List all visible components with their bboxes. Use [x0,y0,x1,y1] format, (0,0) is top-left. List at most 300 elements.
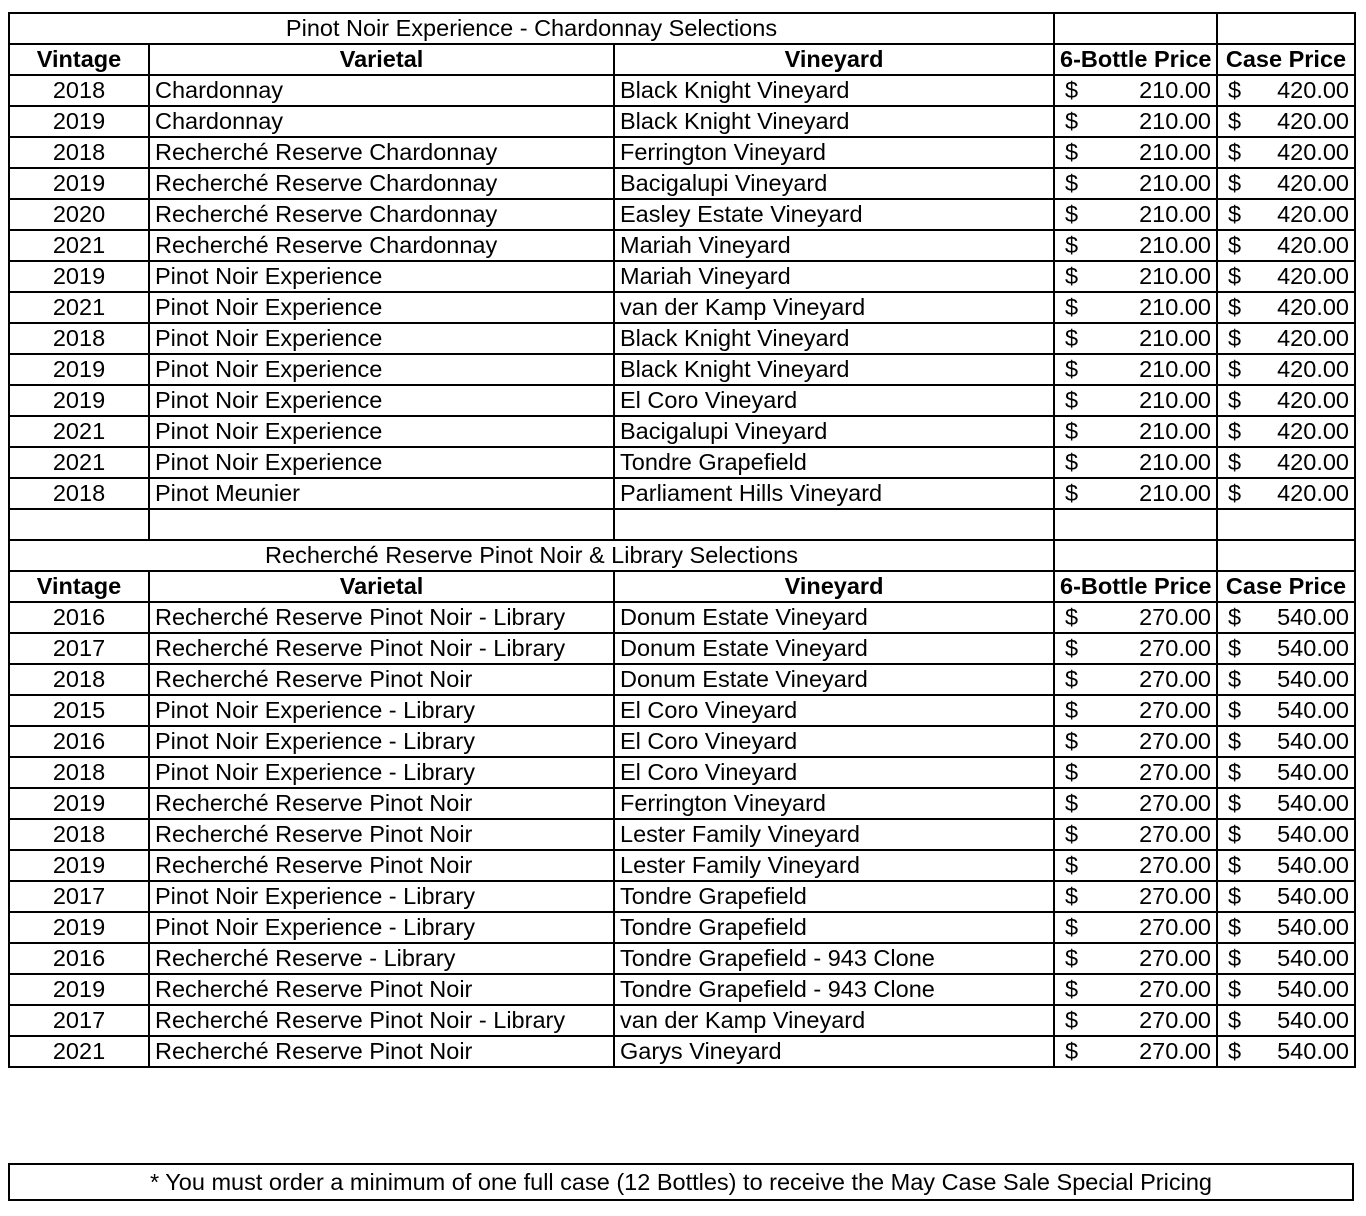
currency-symbol: $ [1065,728,1079,754]
currency-symbol: $ [1228,945,1242,971]
header-case-price: Case Price [1217,571,1355,602]
vintage-cell: 2016 [9,943,149,974]
empty-cell [1054,540,1217,571]
currency-symbol: $ [1065,108,1079,134]
vineyard-cell: Ferrington Vineyard [614,788,1054,819]
currency-symbol: $ [1065,1007,1079,1033]
six-bottle-price-cell-amount: 210.00 [1139,170,1211,196]
currency-symbol: $ [1228,449,1242,475]
six-bottle-price-cell-amount: 270.00 [1139,821,1211,847]
case-price-cell-amount: 540.00 [1277,945,1349,971]
currency-symbol: $ [1065,790,1079,816]
table-row [9,602,1355,633]
empty-cell [149,509,614,540]
vintage-cell: 2016 [9,726,149,757]
six-bottle-price-cell [1054,602,1217,633]
case-price-cell [1217,137,1355,168]
table-row [9,757,1355,788]
case-price-cell-amount: 420.00 [1277,232,1349,258]
six-bottle-price-cell-amount: 270.00 [1139,635,1211,661]
table-row [9,478,1355,509]
case-price-cell-amount: 540.00 [1277,883,1349,909]
case-price-cell [1217,323,1355,354]
vineyard-cell: Tondre Grapefield [614,881,1054,912]
vintage-cell: 2018 [9,75,149,106]
varietal-cell: Recherché Reserve Pinot Noir [149,850,614,881]
currency-symbol: $ [1228,108,1242,134]
currency-symbol: $ [1228,1038,1242,1064]
section-title: Pinot Noir Experience - Chardonnay Selections [9,13,1054,44]
varietal-cell: Recherché Reserve Chardonnay [149,168,614,199]
vineyard-cell: Easley Estate Vineyard [614,199,1054,230]
vineyard-cell: Lester Family Vineyard [614,819,1054,850]
case-price-cell-amount: 420.00 [1277,418,1349,444]
case-price-cell-amount: 420.00 [1277,294,1349,320]
varietal-cell: Recherché Reserve Chardonnay [149,137,614,168]
vineyard-cell: Mariah Vineyard [614,230,1054,261]
case-price-cell-amount: 420.00 [1277,77,1349,103]
case-price-cell-amount: 540.00 [1277,604,1349,630]
empty-cell [1054,13,1217,44]
case-price-cell [1217,199,1355,230]
vineyard-cell: Bacigalupi Vineyard [614,416,1054,447]
six-bottle-price-cell [1054,261,1217,292]
vineyard-cell: El Coro Vineyard [614,385,1054,416]
currency-symbol: $ [1065,480,1079,506]
table-row [9,1036,1355,1067]
case-price-cell [1217,478,1355,509]
table-row [9,633,1355,664]
six-bottle-price-cell-amount: 210.00 [1139,77,1211,103]
empty-cell [1217,13,1355,44]
six-bottle-price-cell [1054,788,1217,819]
header-vineyard: Vineyard [614,44,1054,75]
table-row [9,664,1355,695]
currency-symbol: $ [1228,232,1242,258]
currency-symbol: $ [1065,325,1079,351]
varietal-cell: Recherché Reserve Pinot Noir - Library [149,633,614,664]
table-row [9,354,1355,385]
case-price-cell-amount: 420.00 [1277,139,1349,165]
table-row [9,819,1355,850]
vintage-cell: 2018 [9,137,149,168]
vintage-cell: 2019 [9,354,149,385]
six-bottle-price-cell-amount: 210.00 [1139,325,1211,351]
table-row [9,137,1355,168]
six-bottle-price-cell [1054,447,1217,478]
currency-symbol: $ [1228,728,1242,754]
vintage-cell: 2019 [9,106,149,137]
case-price-cell-amount: 420.00 [1277,170,1349,196]
six-bottle-price-cell-amount: 270.00 [1139,976,1211,1002]
table-row [9,168,1355,199]
six-bottle-price-cell-amount: 210.00 [1139,139,1211,165]
case-price-cell [1217,912,1355,943]
six-bottle-price-cell-amount: 210.00 [1139,449,1211,475]
case-price-cell-amount: 540.00 [1277,666,1349,692]
six-bottle-price-cell-amount: 210.00 [1139,418,1211,444]
varietal-cell: Recherché Reserve Pinot Noir [149,1036,614,1067]
case-price-cell [1217,788,1355,819]
six-bottle-price-cell-amount: 210.00 [1139,356,1211,382]
six-bottle-price-cell-amount: 270.00 [1139,697,1211,723]
six-bottle-price-cell-amount: 270.00 [1139,945,1211,971]
six-bottle-price-cell [1054,943,1217,974]
six-bottle-price-cell [1054,416,1217,447]
six-bottle-price-cell [1054,199,1217,230]
case-price-cell-amount: 420.00 [1277,480,1349,506]
case-price-cell [1217,416,1355,447]
six-bottle-price-cell-amount: 270.00 [1139,728,1211,754]
vintage-cell: 2020 [9,199,149,230]
vintage-cell: 2021 [9,1036,149,1067]
case-price-cell-amount: 540.00 [1277,1038,1349,1064]
six-bottle-price-cell [1054,168,1217,199]
currency-symbol: $ [1065,1038,1079,1064]
section-title-row [9,13,1355,44]
currency-symbol: $ [1228,139,1242,165]
currency-symbol: $ [1228,666,1242,692]
case-price-cell [1217,1005,1355,1036]
varietal-cell: Recherché Reserve Chardonnay [149,199,614,230]
vintage-cell: 2015 [9,695,149,726]
six-bottle-price-cell [1054,106,1217,137]
vintage-cell: 2017 [9,881,149,912]
vintage-cell: 2017 [9,1005,149,1036]
case-price-cell-amount: 540.00 [1277,635,1349,661]
six-bottle-price-cell [1054,819,1217,850]
six-bottle-price-cell-amount: 270.00 [1139,604,1211,630]
currency-symbol: $ [1065,387,1079,413]
six-bottle-price-cell-amount: 270.00 [1139,666,1211,692]
column-header-row [9,44,1355,75]
vineyard-cell: Black Knight Vineyard [614,354,1054,385]
case-price-cell-amount: 540.00 [1277,697,1349,723]
vineyard-cell: El Coro Vineyard [614,726,1054,757]
case-price-cell [1217,757,1355,788]
case-price-cell [1217,1036,1355,1067]
varietal-cell: Pinot Noir Experience [149,385,614,416]
six-bottle-price-cell [1054,478,1217,509]
six-bottle-price-cell-amount: 270.00 [1139,883,1211,909]
varietal-cell: Recherché Reserve Pinot Noir - Library [149,602,614,633]
case-price-cell-amount: 420.00 [1277,108,1349,134]
varietal-cell: Pinot Meunier [149,478,614,509]
table-row [9,726,1355,757]
vineyard-cell: Donum Estate Vineyard [614,633,1054,664]
six-bottle-price-cell-amount: 270.00 [1139,790,1211,816]
case-price-cell-amount: 420.00 [1277,263,1349,289]
vineyard-cell: Tondre Grapefield [614,447,1054,478]
vineyard-cell: Ferrington Vineyard [614,137,1054,168]
case-price-cell-amount: 420.00 [1277,201,1349,227]
table-row [9,850,1355,881]
case-price-cell [1217,261,1355,292]
currency-symbol: $ [1065,232,1079,258]
varietal-cell: Pinot Noir Experience [149,354,614,385]
table-row [9,1005,1355,1036]
six-bottle-price-cell [1054,292,1217,323]
currency-symbol: $ [1065,976,1079,1002]
six-bottle-price-cell [1054,633,1217,664]
six-bottle-price-cell-amount: 270.00 [1139,1007,1211,1033]
varietal-cell: Recherché Reserve Chardonnay [149,230,614,261]
case-price-cell-amount: 540.00 [1277,759,1349,785]
currency-symbol: $ [1228,480,1242,506]
six-bottle-price-cell-amount: 270.00 [1139,852,1211,878]
currency-symbol: $ [1065,821,1079,847]
currency-symbol: $ [1228,914,1242,940]
case-price-cell [1217,168,1355,199]
table-row [9,261,1355,292]
vintage-cell: 2018 [9,478,149,509]
currency-symbol: $ [1065,449,1079,475]
vintage-cell: 2018 [9,664,149,695]
currency-symbol: $ [1065,914,1079,940]
vineyard-cell: El Coro Vineyard [614,695,1054,726]
case-price-cell-amount: 540.00 [1277,728,1349,754]
vineyard-cell: Black Knight Vineyard [614,75,1054,106]
six-bottle-price-cell-amount: 270.00 [1139,1038,1211,1064]
varietal-cell: Pinot Noir Experience - Library [149,726,614,757]
vintage-cell: 2019 [9,788,149,819]
currency-symbol: $ [1065,883,1079,909]
vintage-cell: 2018 [9,819,149,850]
case-price-cell [1217,695,1355,726]
currency-symbol: $ [1228,77,1242,103]
table-row [9,695,1355,726]
varietal-cell: Recherché Reserve - Library [149,943,614,974]
currency-symbol: $ [1228,759,1242,785]
six-bottle-price-cell [1054,881,1217,912]
header-varietal: Varietal [149,44,614,75]
currency-symbol: $ [1065,170,1079,196]
vineyard-cell: Tondre Grapefield [614,912,1054,943]
six-bottle-price-cell [1054,385,1217,416]
varietal-cell: Recherché Reserve Pinot Noir [149,974,614,1005]
header-varietal: Varietal [149,571,614,602]
header-6-bottle-price: 6-Bottle Price [1054,44,1217,75]
table-row [9,974,1355,1005]
table-row [9,912,1355,943]
table-row [9,943,1355,974]
currency-symbol: $ [1228,263,1242,289]
currency-symbol: $ [1228,294,1242,320]
vintage-cell: 2016 [9,602,149,633]
header-vintage: Vintage [9,571,149,602]
vineyard-cell: Donum Estate Vineyard [614,602,1054,633]
currency-symbol: $ [1228,852,1242,878]
currency-symbol: $ [1228,356,1242,382]
currency-symbol: $ [1228,821,1242,847]
currency-symbol: $ [1228,387,1242,413]
six-bottle-price-cell [1054,695,1217,726]
varietal-cell: Recherché Reserve Pinot Noir [149,788,614,819]
varietal-cell: Pinot Noir Experience - Library [149,695,614,726]
case-price-cell-amount: 540.00 [1277,852,1349,878]
case-price-cell-amount: 420.00 [1277,449,1349,475]
case-price-cell-amount: 540.00 [1277,914,1349,940]
header-6-bottle-price: 6-Bottle Price [1054,571,1217,602]
six-bottle-price-cell-amount: 210.00 [1139,232,1211,258]
six-bottle-price-cell [1054,850,1217,881]
case-price-cell [1217,292,1355,323]
currency-symbol: $ [1065,945,1079,971]
vintage-cell: 2018 [9,323,149,354]
six-bottle-price-cell [1054,137,1217,168]
vineyard-cell: Parliament Hills Vineyard [614,478,1054,509]
empty-cell [1217,509,1355,540]
table-row [9,106,1355,137]
currency-symbol: $ [1065,263,1079,289]
empty-cell [614,509,1054,540]
price-list-body [9,13,1355,1067]
six-bottle-price-cell [1054,757,1217,788]
six-bottle-price-cell-amount: 270.00 [1139,914,1211,940]
vintage-cell: 2021 [9,230,149,261]
vintage-cell: 2019 [9,261,149,292]
case-price-cell-amount: 540.00 [1277,976,1349,1002]
spacer-row [9,509,1355,540]
case-price-cell [1217,633,1355,664]
table-row [9,230,1355,261]
six-bottle-price-cell-amount: 210.00 [1139,480,1211,506]
currency-symbol: $ [1228,790,1242,816]
currency-symbol: $ [1065,604,1079,630]
case-price-cell-amount: 540.00 [1277,821,1349,847]
vintage-cell: 2019 [9,168,149,199]
vineyard-cell: van der Kamp Vineyard [614,292,1054,323]
case-price-cell [1217,106,1355,137]
six-bottle-price-cell [1054,1036,1217,1067]
case-price-cell [1217,943,1355,974]
currency-symbol: $ [1065,201,1079,227]
price-list-table [8,12,1356,1068]
table-row [9,416,1355,447]
header-case-price: Case Price [1217,44,1355,75]
six-bottle-price-cell [1054,974,1217,1005]
vineyard-cell: Black Knight Vineyard [614,323,1054,354]
six-bottle-price-cell-amount: 270.00 [1139,759,1211,785]
six-bottle-price-cell [1054,664,1217,695]
header-vintage: Vintage [9,44,149,75]
table-row [9,199,1355,230]
table-row [9,881,1355,912]
currency-symbol: $ [1228,697,1242,723]
currency-symbol: $ [1228,635,1242,661]
six-bottle-price-cell [1054,75,1217,106]
case-price-cell-amount: 420.00 [1277,325,1349,351]
table-row [9,323,1355,354]
currency-symbol: $ [1065,759,1079,785]
six-bottle-price-cell-amount: 210.00 [1139,201,1211,227]
vineyard-cell: Tondre Grapefield - 943 Clone [614,974,1054,1005]
case-price-cell [1217,602,1355,633]
varietal-cell: Pinot Noir Experience - Library [149,881,614,912]
varietal-cell: Pinot Noir Experience - Library [149,757,614,788]
case-price-cell [1217,664,1355,695]
currency-symbol: $ [1065,418,1079,444]
varietal-cell: Chardonnay [149,106,614,137]
table-row [9,75,1355,106]
vineyard-cell: Garys Vineyard [614,1036,1054,1067]
vineyard-cell: Black Knight Vineyard [614,106,1054,137]
vintage-cell: 2017 [9,633,149,664]
section-title: Recherché Reserve Pinot Noir & Library Selections [9,540,1054,571]
case-price-cell-amount: 420.00 [1277,356,1349,382]
six-bottle-price-cell [1054,726,1217,757]
currency-symbol: $ [1228,604,1242,630]
vineyard-cell: Tondre Grapefield - 943 Clone [614,943,1054,974]
six-bottle-price-cell-amount: 210.00 [1139,263,1211,289]
currency-symbol: $ [1228,325,1242,351]
vintage-cell: 2021 [9,292,149,323]
currency-symbol: $ [1228,201,1242,227]
case-price-cell-amount: 540.00 [1277,790,1349,816]
six-bottle-price-cell [1054,354,1217,385]
currency-symbol: $ [1065,666,1079,692]
case-price-cell [1217,819,1355,850]
currency-symbol: $ [1065,635,1079,661]
vintage-cell: 2019 [9,850,149,881]
varietal-cell: Pinot Noir Experience [149,447,614,478]
varietal-cell: Pinot Noir Experience [149,416,614,447]
currency-symbol: $ [1065,697,1079,723]
case-price-cell [1217,230,1355,261]
section-title-row [9,540,1355,571]
currency-symbol: $ [1065,356,1079,382]
case-price-cell [1217,385,1355,416]
varietal-cell: Pinot Noir Experience - Library [149,912,614,943]
currency-symbol: $ [1228,1007,1242,1033]
vintage-cell: 2021 [9,416,149,447]
varietal-cell: Recherché Reserve Pinot Noir [149,664,614,695]
varietal-cell: Pinot Noir Experience [149,323,614,354]
varietal-cell: Pinot Noir Experience [149,292,614,323]
vineyard-cell: van der Kamp Vineyard [614,1005,1054,1036]
vintage-cell: 2019 [9,912,149,943]
case-price-cell [1217,974,1355,1005]
table-row [9,447,1355,478]
vineyard-cell: Donum Estate Vineyard [614,664,1054,695]
case-price-cell [1217,726,1355,757]
varietal-cell: Pinot Noir Experience [149,261,614,292]
currency-symbol: $ [1065,77,1079,103]
table-row [9,292,1355,323]
case-price-cell-amount: 420.00 [1277,387,1349,413]
case-price-cell [1217,447,1355,478]
vintage-cell: 2019 [9,385,149,416]
currency-symbol: $ [1065,139,1079,165]
vintage-cell: 2018 [9,757,149,788]
vineyard-cell: Mariah Vineyard [614,261,1054,292]
empty-cell [9,509,149,540]
currency-symbol: $ [1228,976,1242,1002]
varietal-cell: Recherché Reserve Pinot Noir - Library [149,1005,614,1036]
empty-cell [1217,540,1355,571]
currency-symbol: $ [1065,294,1079,320]
six-bottle-price-cell [1054,1005,1217,1036]
currency-symbol: $ [1228,170,1242,196]
six-bottle-price-cell-amount: 210.00 [1139,108,1211,134]
case-price-cell-amount: 540.00 [1277,1007,1349,1033]
case-price-cell [1217,75,1355,106]
currency-symbol: $ [1228,418,1242,444]
varietal-cell: Chardonnay [149,75,614,106]
vineyard-cell: El Coro Vineyard [614,757,1054,788]
six-bottle-price-cell-amount: 210.00 [1139,387,1211,413]
vineyard-cell: Lester Family Vineyard [614,850,1054,881]
